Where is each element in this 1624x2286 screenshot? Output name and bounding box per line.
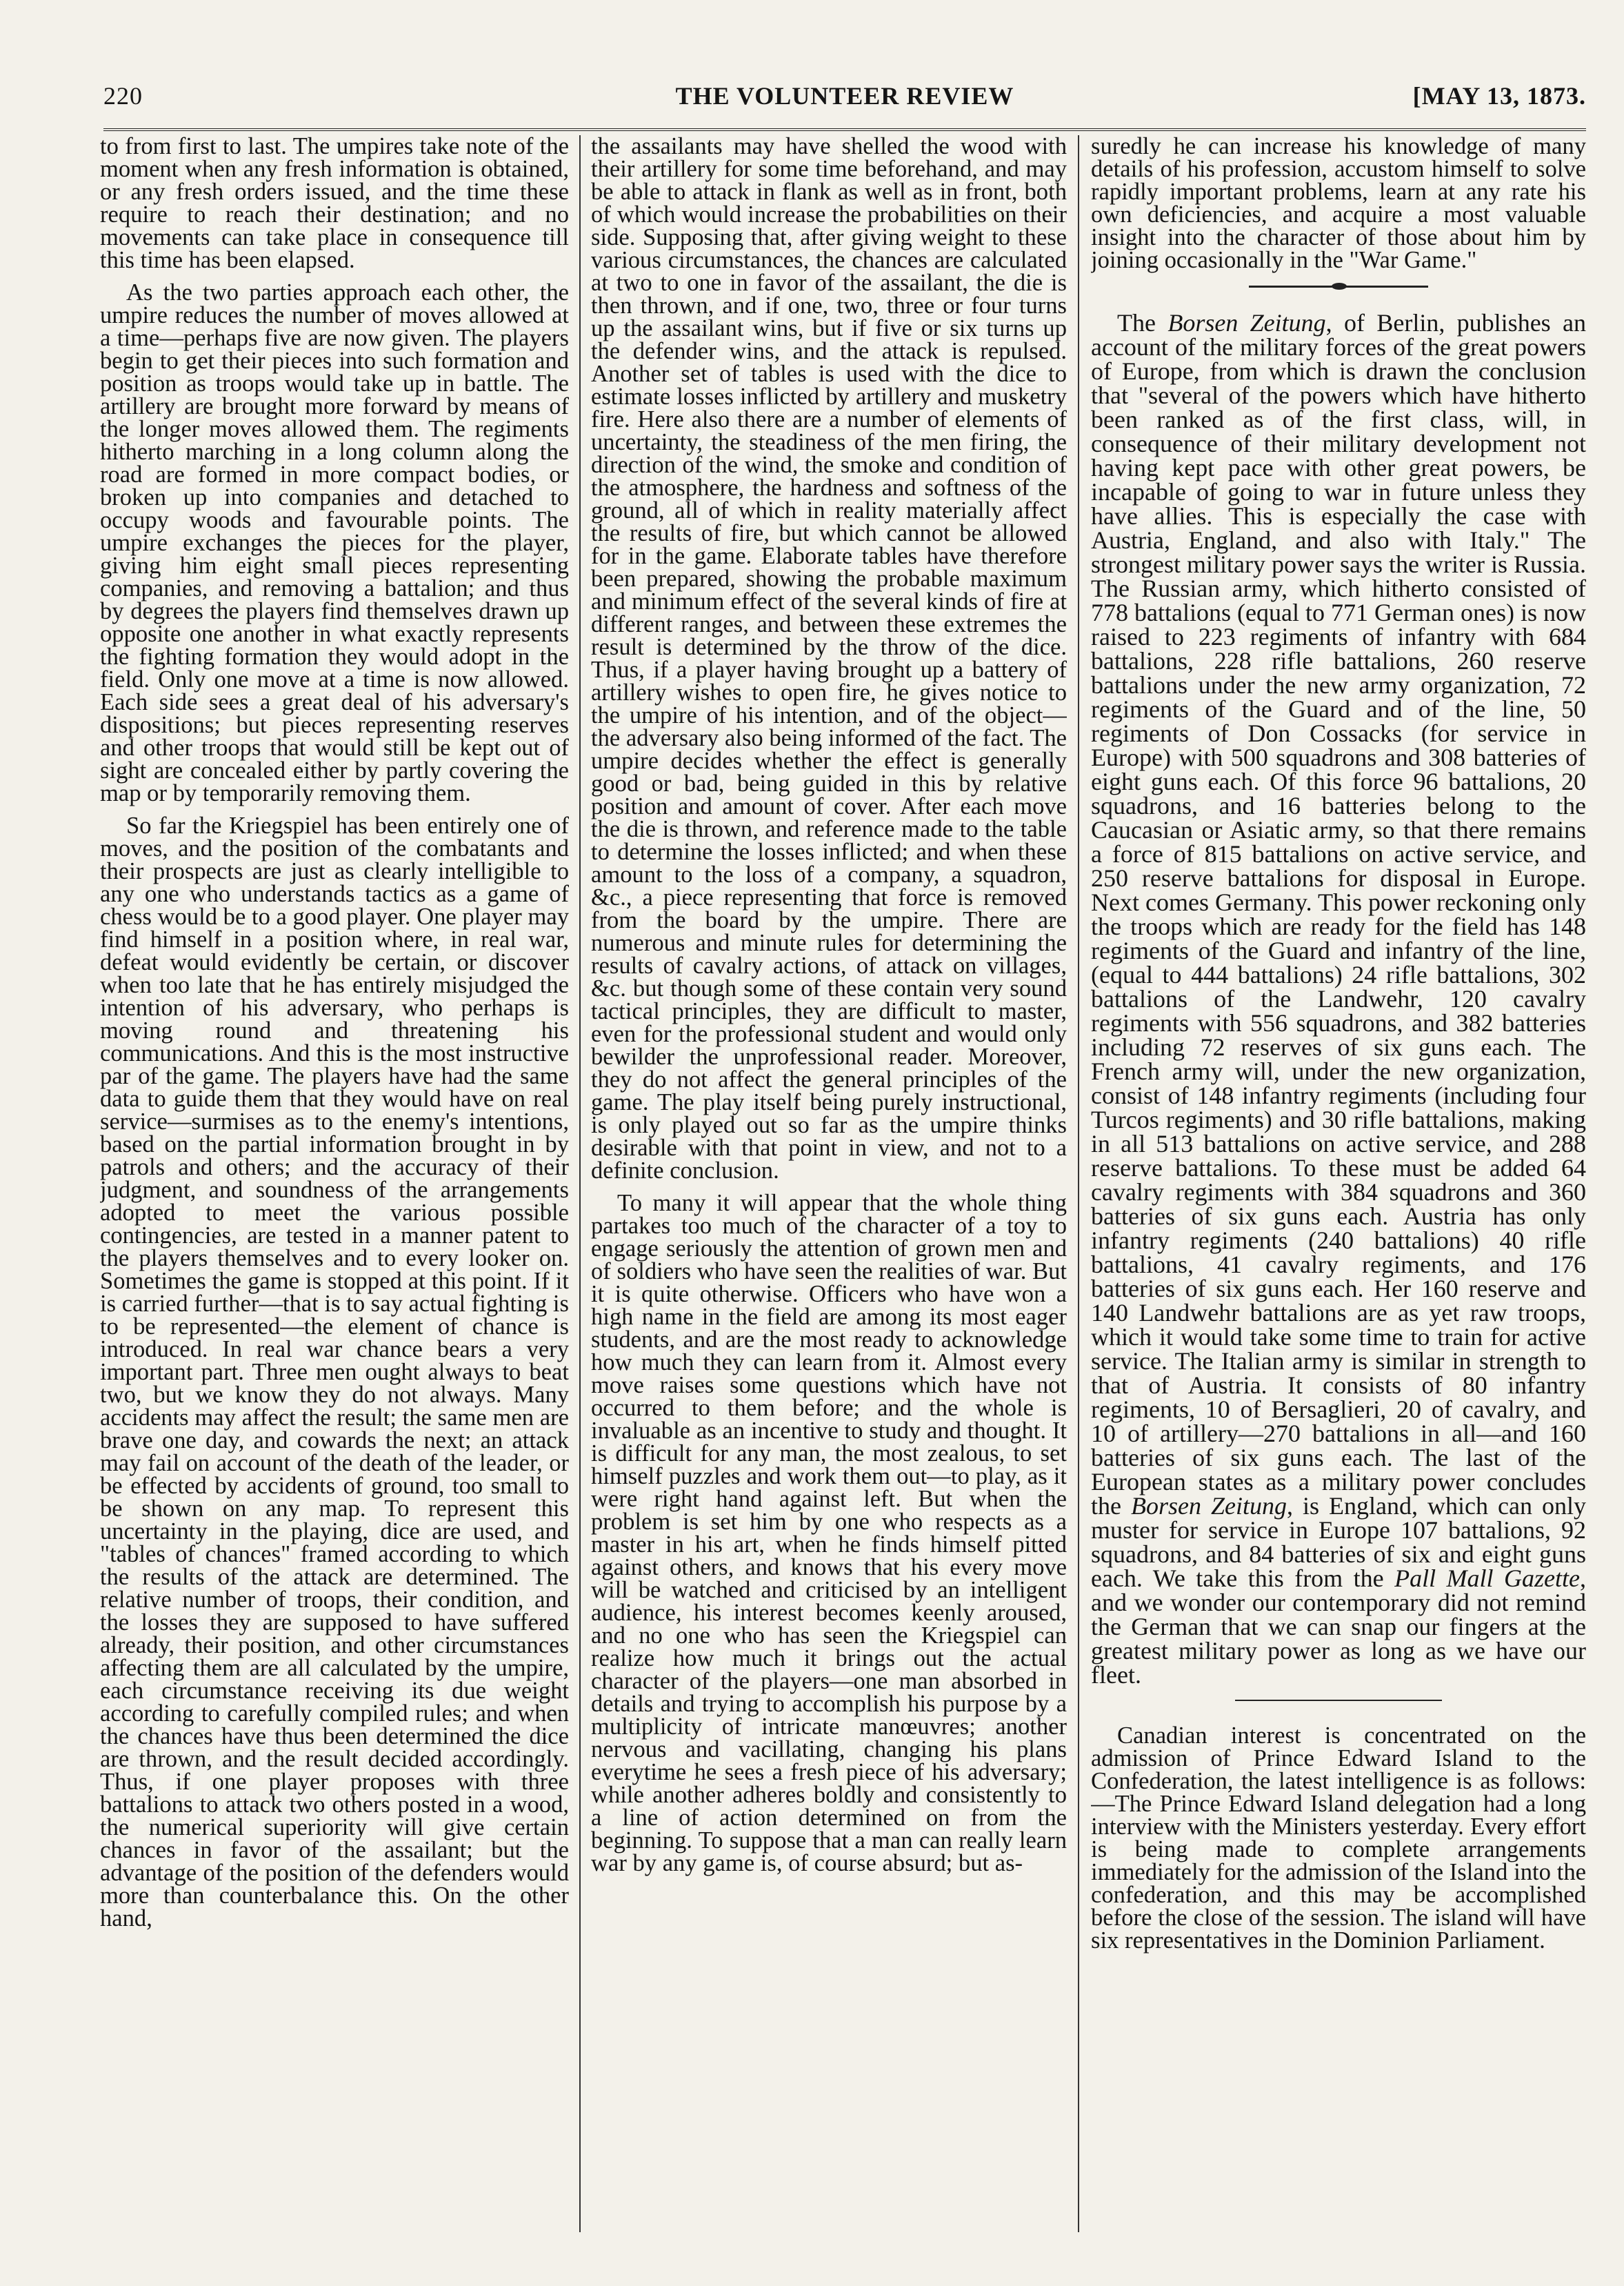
paragraph: As the two parties approach each other, the umpire reduces the number of moves allowed at a time—perhaps five are now given. The players begin to get their pieces into such formation and position as troops would take up in battle. The artillery are brought more forward by means of the longer moves allowed them. The regiments hitherto marching in a long column along the road are formed in more compact bodies, or broken up into companies and detached to occupy woods and favourable points. The umpire exchanges the pieces for the player, giving him eight small pieces representing companies, and removing a battalion; and thus by degrees the players find themselves drawn up opposite one another in what exactly represents the fighting formation they would adopt in the field. Only one move at a time is now allowed. Each side sees a great deal of his adversary's dispositions; but pieces representing reserves and other troops that would still be kept out of sight are concealed either by partly covering the map or by temporarily removing them. bbox=[100, 279, 569, 806]
text-run: , of Berlin, publishes an account of the military forces of the great powers of Europe, from which is drawn the conclusion that "several of the powers which have hitherto been ranked as of the first class, will, in consequence of their military development not having kept pace with other great powers, be incapable of going to war in future unless they have allies. This is especially the case with Austria, England, and also with Italy." The strongest military power says the writer is Russia. The Russian army, which hitherto consisted of 778 battalions (equal to 771 German ones) is now raised to 223 regiments of infantry with 684 battalions, 228 rifle battalions, 260 reserve battalions under the new army organization, 72 regiments of the Guard and of the line, 50 regiments of Don Cossacks (for service in Europe) with 500 squadrons and 308 batteries of eight guns each. Of this force 96 battalions, 20 squadrons, and 16 batteries belong to the Caucasian or Asiatic army, so that there remains a force of 815 battalions on active service, and 250 reserve battalions for disposal in Europe. Next comes Germany. This power reckoning only the troops which are ready for the field has 148 regiments of the Guard and infantry of the line, (equal to 444 battalions) 24 rifle battalions, 302 battalions of the Landwehr, 120 cavalry regiments with 556 squadrons, and 382 batteries including 72 reserves of six guns each. The French army will, under the new organization, consist of 148 infantry regiments (including four Turcos regiments) and 30 rifle battalions, making in all 513 battalions on active service, and 288 reserve battalions. To these must be added 64 cavalry regiments with 384 squadrons and 360 batteries of six guns each. Austria has only infantry regiments (240 battalions) 40 rifle battalions, 41 cavalry regiments, and 176 batteries of six guns each. Her 160 reserve and 140 Landwehr battalions are as yet raw troops, which it would take some time to train for active service. The Italian army is similar in strength to that of Austria. It consists of 80 infantry regiments, 10 of Bersaglieri, 20 of cavalry, and 10 of artillery—270 battalions in all—and 160 batteries of six guns each. The last of the European states as a military power concludes the bbox=[1091, 309, 1586, 1520]
publication-title: THE VOLUNTEER REVIEW bbox=[675, 82, 1014, 110]
newspaper-name: Borsen Zeitung bbox=[1131, 1492, 1287, 1520]
paragraph: Canadian interest is concentrated on the admission of Prince Edward Island to the Confederation, the latest intelligence is as follows:—The Prince Edward Island delegation had a long interview with the Ministers yesterday. Every effort is being made to complete arrangements immediately for the admission of the Island into the confederation, and this may be accomplished before the close of the session. The island will have six representatives in the Dominion Parliament. bbox=[1091, 1722, 1586, 1954]
paragraph: to from first to last. The umpires take note of the moment when any fresh information is obtained, or any fresh orders issued, and the time these require to reach their destination; and no movements can take place in consequence till this time has been elapsed. bbox=[100, 135, 569, 273]
paragraph: the assailants may have shelled the wood with their artillery for some time beforehand, and may be able to attack in flank as well as in front, both of which would increase the probabilities on their side. Supposing that, after giving weight to these various circumstances, the chances are calculated at two to one in favor of the assailant, the die is then thrown, and if one, two, three or four turns up the assailant wins, but if five or six turns up the defender wins, and the attack is repulsed. Another set of tables is used with the dice to estimate losses inflicted by artillery and musketry fire. Here also there are a number of elements of uncertainty, the steadiness of the men firing, the direction of the wind, the smoke and condition of the atmosphere, the hardness and softness of the ground, all of which in reality materially affect the results of fire, but which cannot be allowed for in the game. Elaborate tables have therefore been prepared, showing the probable maximum and minimum effect of the several kinds of fire at different ranges, and between these extremes the result is determined by the throw of the dice. Thus, if a player having brought up a battery of artillery wishes to open fire, he gives notice to the umpire of his intention, and of the object—the adversary also being informed of the fact. The umpire decides whether the effect is generally good or bad, being guided in this by relative position and amount of cover. After each move the die is thrown, and reference made to the table to determine the losses inflicted; and when these amount to the loss of a company, a squadron, &c., a piece representing that force is removed from the board by the umpire. There are numerous and minute rules for determining the results of cavalry actions, of attack on villages, &c. but though some of these contain very sound tactical principles, they are difficult to master, even for the professional student and would only bewilder the unprofessional reader. Moreover, they do not affect the general principles of the game. The play itself being purely instructional, is only played out so far as the umpire thinks desirable with that point in view, and not to a definite conclusion. bbox=[591, 135, 1067, 1184]
newspaper-name: Pall Mall Gazette bbox=[1394, 1564, 1580, 1592]
column-divider bbox=[579, 135, 581, 2232]
text-run: The bbox=[1117, 309, 1168, 337]
section-separator bbox=[1249, 286, 1428, 288]
text-run: , and we wonder our contemporary did not remind the German that we can snap our fingers at the greatest military power as long as we have our fleet. bbox=[1091, 1564, 1586, 1689]
column-3 bbox=[1091, 135, 1586, 2232]
column-2 bbox=[591, 135, 1067, 2232]
paragraph: So far the Kriegspiel has been entirely one of moves, and the position of the combatants and their prospects are just as clearly intelligible to any one who understands tactics as a game of chess would be to a good player. One player may find himself in a position where, in real war, defeat would evidently be certain, or discover when too late that he has entirely misjudged the intention of his adversary, who perhaps is moving round and threatening his communications. And this is the most instructive par of the game. The players have had the same data to guide them that they would have on real service—surmises as to the enemy's intentions, based on the partial information brought in by patrols and others; and the accuracy of their judgment, and soundness of the arrangements adopted to meet the various possible contingencies, are tested in a manner patent to the players themselves and to every looker on. Sometimes the game is stopped at this point. If it is carried further—that is to say actual fighting is to be represented—the element of chance is introduced. In real war chance bears a very important part. Three men ought always to beat two, but we know they do not always. Many accidents may affect the result; the same men are brave one day, and cowards the next; an attack may fail on account of the death of the leader, or be effected by accidents of ground, too small to be shown on any map. To represent this uncertainty in the playing, dice are used, and "tables of chances" framed according to which the results of the attack are determined. The relative number of troops, their condition, and the losses they are supposed to have suffered already, their position, and other circumstances affecting them are all calculated by the umpire, each circumstance receiving its due weight according to carefully compiled rules; and when the chances have thus been determined the dice are thrown, and the result decided accordingly. Thus, if one player proposes with three battalions to attack two others posted in a wood, the numerical superiority will give certain chances in favor of the assailant; but the advantage of the position of the defenders would more than counterbalance this. On the other hand, bbox=[100, 813, 569, 1931]
text-run: , is England, which can only muster for service in Europe 107 battalions, 92 squadrons, and 84 batteries of six and eight guns each. We take this from the bbox=[1091, 1492, 1586, 1592]
paragraph-borsen-zeitung bbox=[1091, 311, 1586, 1687]
section-separator bbox=[1235, 1700, 1442, 1701]
column-divider bbox=[1078, 135, 1079, 2232]
newspaper-name: Borsen Zeitung bbox=[1167, 309, 1326, 337]
paragraph: To many it will appear that the whole thing partakes too much of the character of a toy to engage seriously the attention of grown men and of soldiers who have seen the realities of war. But it is quite otherwise. Officers who have won a high name in the field are among its most eager students, and are the most ready to acknowledge how much they can learn from it. Almost every move raises some questions which have not occurred to them before; and the whole is invaluable as an incentive to study and thought. It is difficult for any man, the most zealous, to set himself puzzles and work them out—to play, as it were right hand against left. But when the problem is set him by one who respects as a master in his art, when he finds himself pitted against others, and knows that his every move will be watched and criticised by an intelligent audience, his interest becomes keenly aroused, and no one who has seen the Kriegspiel can realize how much it brings out the actual character of the players—one man absorbed in details and trying to accomplish his purpose by a multiplicity of intricate manœuvres; another nervous and vacillating, changing his plans everytime he sees a fresh piece of his adversary; while another adheres boldly and consistently to a line of action determined on from the beginning. To suppose that a man can really learn war by any game is, of course absurd; but as- bbox=[591, 1190, 1067, 1876]
page-number: 220 bbox=[103, 82, 143, 110]
paragraph: suredly he can increase his knowledge of many details of his profession, accustom himself to solve rapidly important problems, learn at any rate his own deficiencies, and acquire a most valuable insight into the character of those about him by joining occasionally in the "War Game." bbox=[1091, 135, 1586, 273]
page-header bbox=[103, 81, 1586, 123]
header-rule bbox=[103, 128, 1586, 131]
issue-date: [MAY 13, 1873. bbox=[1412, 82, 1586, 110]
column-1 bbox=[100, 135, 569, 2232]
